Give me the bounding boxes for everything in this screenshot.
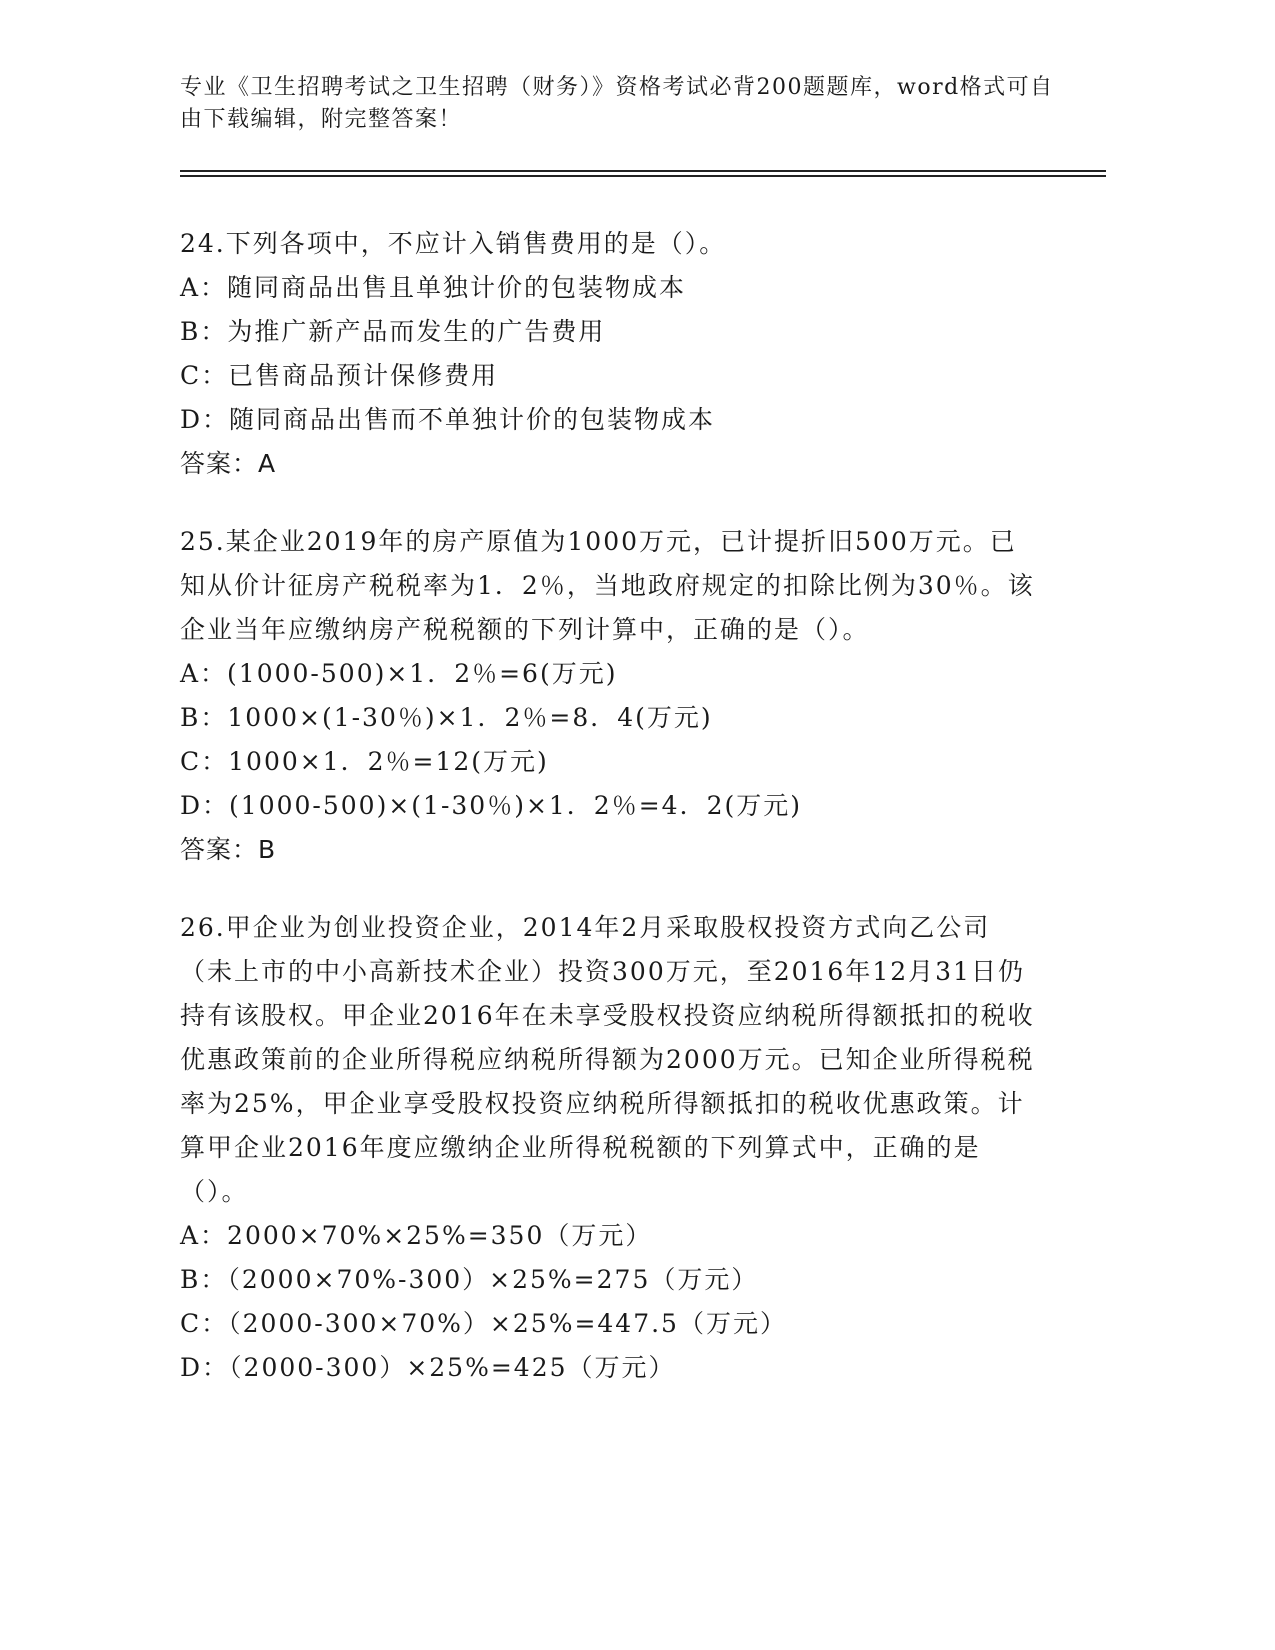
answer-line: 答案：A bbox=[180, 449, 277, 478]
question-stem: 26.甲企业为创业投资企业，2014年2月采取股权投资方式向乙公司（未上市的中小高新技术企业）投资300万元，至2016年12月31日仍持有该股权。甲企业2016年在未享受股权投资应纳税所得额抵扣的税收优惠政策前的企业所得税应纳税所得额为2000万元。已知企业所得税税率为25%，甲企业享受股权投资应纳税所得额抵扣的税收优惠政策。计算甲企业2016年度应缴纳企业所得税税额的下列算式中，正确的是（）。 bbox=[180, 913, 1035, 1206]
option-d: D：随同商品出售而不单独计价的包装物成本 bbox=[180, 405, 716, 434]
header-divider-top bbox=[180, 170, 1106, 172]
option-d: D：(1000-500)×(1-30％)×1．2％=4．2(万元) bbox=[180, 791, 802, 820]
header-divider-bottom bbox=[180, 175, 1106, 177]
question-24 bbox=[180, 222, 1040, 486]
question-stem: 24.下列各项中，不应计入销售费用的是（）。 bbox=[180, 229, 727, 258]
option-a: A：2000×70%×25%=350（万元） bbox=[180, 1221, 653, 1250]
question-26 bbox=[180, 906, 1040, 1390]
option-b: B：1000×(1-30％)×1．2％=8．4(万元) bbox=[180, 703, 713, 732]
question-25 bbox=[180, 520, 1040, 872]
option-c: C：已售商品预计保修费用 bbox=[180, 361, 499, 390]
question-stem: 25.某企业2019年的房产原值为1000万元，已计提折旧500万元。已知从价计征房产税税率为1．2％，当地政府规定的扣除比例为30％。该企业当年应缴纳房产税税额的下列计算中，正确的是（）。 bbox=[180, 527, 1035, 644]
question-list bbox=[180, 222, 1040, 1424]
option-a: A：随同商品出售且单独计价的包装物成本 bbox=[180, 273, 687, 302]
option-c: C：1000×1．2％=12(万元) bbox=[180, 747, 549, 776]
document-header bbox=[180, 72, 1060, 136]
option-a: A：(1000-500)×1．2％=6(万元) bbox=[180, 659, 618, 688]
option-b: B：（2000×70%-300）×25%=275（万元） bbox=[180, 1265, 759, 1294]
option-d: D：（2000-300）×25%=425（万元） bbox=[180, 1353, 676, 1382]
option-c: C：（2000-300×70%）×25%=447.5（万元） bbox=[180, 1309, 787, 1338]
option-b: B：为推广新产品而发生的广告费用 bbox=[180, 317, 606, 346]
answer-line: 答案：B bbox=[180, 835, 277, 864]
header-title: 专业《卫生招聘考试之卫生招聘（财务）》资格考试必背200题题库，word格式可自由下载编辑，附完整答案！ bbox=[180, 75, 1054, 132]
